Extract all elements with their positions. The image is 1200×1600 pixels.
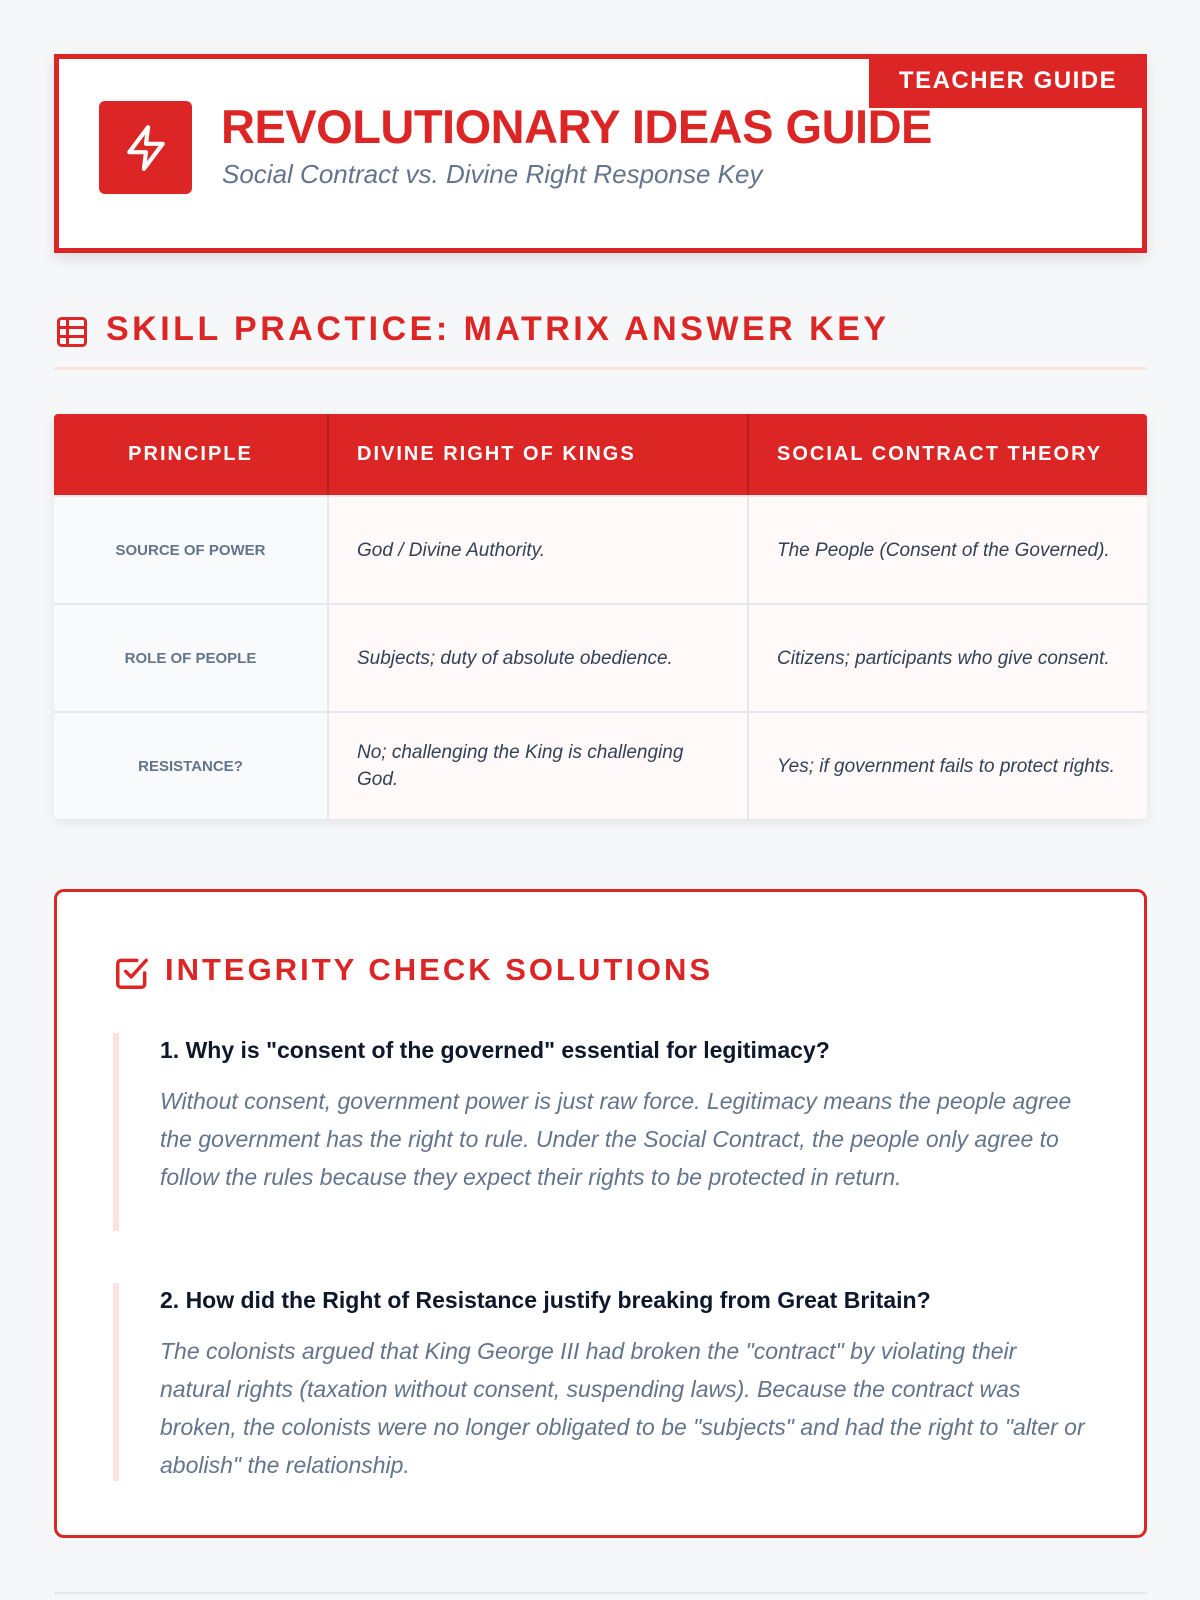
section-title: SKILL PRACTICE: MATRIX ANSWER KEY (106, 310, 890, 348)
answer-text: The colonists argued that King George III had broken the "contract" by violating their natural rights (taxation without consent, suspending laws). Because the contract was broken, the colonists were no longer obligated to be "subjects" and had the right to "alter or abolish" the relationship. (160, 1338, 1085, 1478)
guide-header-card (54, 54, 1147, 253)
footer-divider (54, 1592, 1147, 1594)
column-header: SOCIAL CONTRACT THEORY (747, 414, 1147, 495)
page-title: REVOLUTIONARY IDEAS GUIDE (221, 100, 932, 153)
principle-cell: SOURCE OF POWER (54, 497, 327, 603)
social-contract-cell: Citizens; participants who give consent. (747, 605, 1147, 711)
answer-text: Without consent, government power is just raw force. Legitimacy means the people agree the government has the right to rule. Under the Social Contract, the people only agree to follow the rules because they expect their rights to be protected in return. (160, 1088, 1072, 1190)
integrity-check-card (54, 889, 1147, 1538)
table-icon (54, 314, 90, 350)
divine-right-cell: Subjects; duty of absolute obedience. (327, 605, 747, 711)
matrix-section-heading (54, 306, 1147, 370)
column-header: DIVINE RIGHT OF KINGS (327, 414, 747, 495)
question-block (113, 1033, 1093, 1231)
question-block (113, 1283, 1093, 1481)
column-header: PRINCIPLE (128, 443, 253, 465)
question-text: 1. Why is "consent of the governed" essential for legitimacy? (160, 1037, 830, 1063)
integrity-title: INTEGRITY CHECK SOLUTIONS (165, 952, 714, 987)
principle-cell: ROLE OF PEOPLE (54, 605, 327, 711)
answer-matrix-table (54, 414, 1147, 819)
page-subtitle: Social Contract vs. Divine Right Response Key (222, 159, 763, 189)
table-row (54, 711, 1147, 819)
table-header-row (54, 414, 1147, 495)
table-row (54, 495, 1147, 603)
principle-cell: RESISTANCE? (54, 713, 327, 819)
table-row (54, 603, 1147, 711)
logo (99, 101, 192, 194)
question-text: 2. How did the Right of Resistance justify breaking from Great Britain? (160, 1287, 931, 1313)
social-contract-cell: Yes; if government fails to protect rights. (747, 713, 1147, 819)
divine-right-cell: No; challenging the King is challenging God. (327, 713, 747, 819)
lightning-icon (121, 123, 171, 173)
teacher-guide-badge: TEACHER GUIDE (869, 54, 1147, 108)
divine-right-cell: God / Divine Authority. (327, 497, 747, 603)
social-contract-cell: The People (Consent of the Governed). (747, 497, 1147, 603)
checkbox-icon (113, 954, 151, 992)
